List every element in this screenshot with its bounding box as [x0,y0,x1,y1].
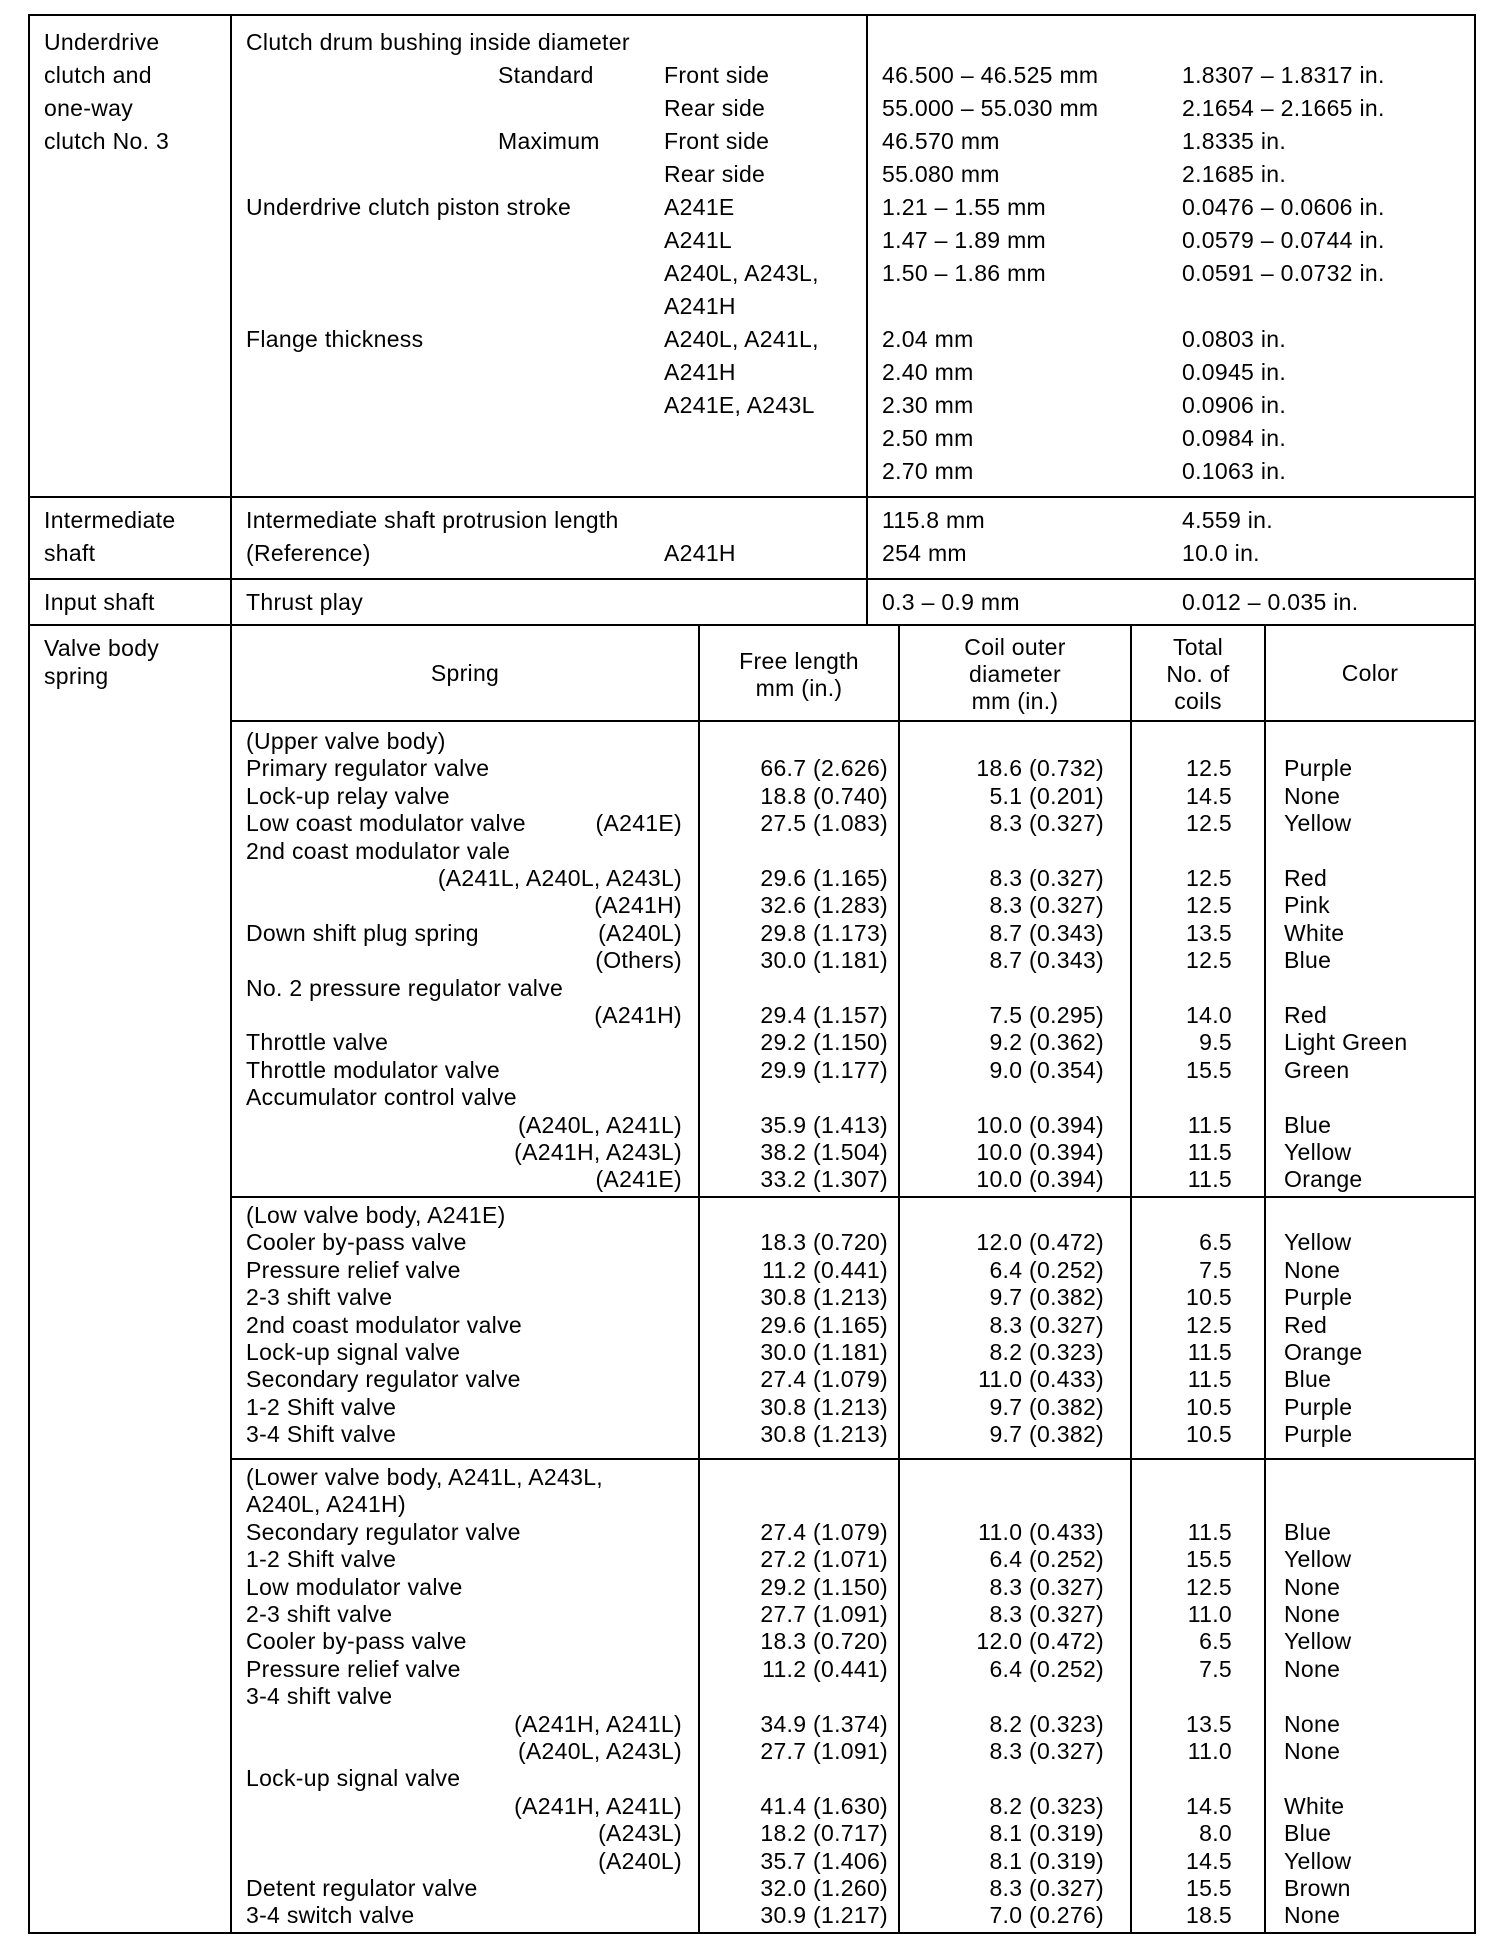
value-in: 0.0945 in. [1182,359,1287,385]
coil-diameter-value: 8.3 (0.327) [989,1875,1104,1901]
spring-name: 2nd coast modulator valve [246,1311,522,1338]
section-label: spring [44,663,109,689]
total-coils-value: 10.5 [1186,1284,1232,1311]
spring-color-value: Blue [1284,1518,1332,1545]
spring-color-value: Red [1284,1002,1328,1028]
value-in: 0.0906 in. [1182,392,1287,418]
coil-diameter-value: 6.4 (0.252) [989,1655,1104,1682]
coil-diameter-value: 8.2 (0.323) [989,1339,1104,1365]
rule-group2 [230,1458,1476,1460]
value-mm: 55.080 mm [882,161,1000,187]
flange-model: A241H [664,359,736,385]
coil-diameter-value: 6.4 (0.252) [989,1546,1104,1573]
value-in: 0.0803 in. [1182,326,1287,352]
spring-model: (A240L, A243L) [517,1738,682,1764]
value-mm: 2.50 mm [882,425,974,451]
spring-name: Pressure relief valve [246,1655,461,1682]
spring-color-value: Yellow [1284,1847,1352,1874]
spring-color-value: Orange [1284,1339,1363,1365]
coil-diameter-value: 9.7 (0.382) [989,1393,1104,1420]
total-coils-value: 11.5 [1187,1166,1232,1193]
free-length-value: 29.6 (1.165) [760,1311,888,1338]
thrust-play-label: Thrust play [246,589,364,615]
value-in: 2.1654 – 2.1665 in. [1182,95,1385,121]
value-in: 4.559 in. [1182,507,1273,533]
spring-name: 1-2 Shift valve [246,1393,397,1420]
spring-color-value: Blue [1284,1820,1332,1847]
spring-color-value: Yellow [1284,1229,1352,1256]
coil-diameter-value: 7.0 (0.276) [989,1902,1104,1929]
free-length-value: 30.0 (1.181) [760,947,888,974]
spring-color-value: None [1284,1573,1341,1600]
free-length-value: 30.0 (1.181) [760,1339,888,1365]
header-total: No. of [1166,661,1230,687]
coil-diameter-value: 8.3 (0.327) [989,865,1104,891]
spring-model: (A240L) [598,1847,682,1874]
spring-name: Detent regulator valve [246,1875,478,1901]
spring-color-value: Purple [1284,755,1353,782]
stroke-model: A241E [664,194,735,220]
spring-color-value: None [1284,782,1341,809]
free-length-value: 29.2 (1.150) [760,1029,888,1056]
spring-name: 2-3 shift valve [246,1284,393,1311]
value-mm: 1.50 – 1.86 mm [882,260,1047,286]
free-length-value: 27.4 (1.079) [760,1366,888,1393]
spring-name: 3-4 shift valve [246,1683,393,1710]
free-length-value: 29.4 (1.157) [760,1002,888,1028]
spring-color-value: Red [1284,865,1328,891]
coil-diameter-value: 9.2 (0.362) [989,1029,1104,1056]
spring-color-value: Brown [1284,1875,1351,1901]
coil-diameter-value: 10.0 (0.394) [976,1166,1104,1193]
free-length-value: 32.6 (1.283) [760,892,888,919]
free-length-value: 11.2 (0.441) [762,1256,888,1283]
value-in: 0.0984 in. [1182,425,1287,451]
header-spring: Spring [430,660,500,686]
protrusion-label: Intermediate shaft protrusion length [246,507,619,533]
header-total: coils [1174,688,1222,714]
total-coils-value: 11.5 [1187,1139,1232,1165]
free-length-value: 66.7 (2.626) [760,755,888,782]
spring-color-value: White [1284,919,1345,946]
value-mm: 115.8 mm [882,507,985,533]
value-in: 0.0579 – 0.0744 in. [1182,227,1385,253]
flange-model: A240L, A241L, [664,326,819,352]
spring-color-value: None [1284,1902,1341,1929]
spring-color-value: Yellow [1284,810,1352,837]
coil-diameter-value: 18.6 (0.732) [976,755,1104,782]
total-coils-value: 12.5 [1186,1573,1232,1600]
coil-diameter-value: 8.3 (0.327) [989,1601,1104,1627]
value-in: 0.0476 – 0.0606 in. [1182,194,1385,220]
spring-name: No. 2 pressure regulator valve [246,974,564,1001]
rule-col-values [866,14,868,626]
spring-name: 1-2 Shift valve [246,1546,397,1573]
total-coils-value: 13.5 [1186,919,1232,946]
spring-color-value: None [1284,1738,1341,1764]
spring-name: Cooler by-pass valve [246,1229,467,1256]
free-length-value: 29.9 (1.177) [760,1056,888,1083]
front-side-label: Front side [664,62,770,88]
rule-top [28,14,1476,16]
spring-model: (A240L) [598,919,682,946]
spring-name: Throttle valve [246,1029,389,1056]
free-length-value: 35.7 (1.406) [760,1847,888,1874]
spring-name: Lock-up signal valve [246,1765,461,1792]
stroke-model: A241H [664,293,736,319]
value-mm: 2.70 mm [882,458,974,484]
standard-label: Standard [498,62,594,88]
spring-model: (A241H, A241L) [514,1710,682,1737]
spring-color-value: Orange [1284,1166,1363,1193]
free-length-value: 30.9 (1.217) [760,1902,888,1929]
spring-name: Low coast modulator valve [246,810,526,837]
coil-diameter-value: 8.3 (0.327) [989,1738,1104,1764]
spring-model: (A240L, A241L) [517,1111,682,1138]
spring-name: Lock-up relay valve [246,782,450,809]
rule-right [1474,14,1476,1934]
coil-diameter-value: 10.0 (0.394) [976,1111,1104,1138]
header-free-length: Free length [739,648,859,674]
coil-diameter-value: 8.2 (0.323) [989,1792,1104,1819]
total-coils-value: 14.5 [1186,1847,1232,1874]
total-coils-value: 14.0 [1186,1002,1232,1028]
total-coils-value: 7.5 [1199,1256,1232,1283]
spring-color-value: Pink [1284,892,1330,919]
coil-diameter-value: 9.7 (0.382) [989,1284,1104,1311]
header-total: Total [1172,634,1224,660]
free-length-value: 27.4 (1.079) [760,1518,888,1545]
rule-after-intermediate [28,578,1476,580]
free-length-value: 41.4 (1.630) [760,1792,888,1819]
total-coils-value: 12.5 [1186,892,1232,919]
total-coils-value: 11.5 [1187,1518,1232,1545]
total-coils-value: 15.5 [1186,1546,1232,1573]
spring-color-value: None [1284,1655,1341,1682]
value-mm: 1.21 – 1.55 mm [882,194,1047,220]
free-length-value: 18.3 (0.720) [760,1229,888,1256]
value-mm: 46.500 – 46.525 mm [882,62,1099,88]
value-in: 10.0 in. [1182,540,1260,566]
coil-diameter-value: 8.3 (0.327) [989,1311,1104,1338]
free-length-value: 30.8 (1.213) [760,1421,888,1448]
coil-diameter-value: 8.3 (0.327) [989,810,1104,837]
total-coils-value: 11.5 [1187,1366,1232,1393]
free-length-value: 38.2 (1.504) [760,1139,888,1165]
section-label: Intermediate [44,507,176,533]
spring-model: (A241L, A240L, A243L) [437,865,682,891]
spring-name: Accumulator control valve [246,1084,517,1111]
spring-color-value: None [1284,1256,1341,1283]
spring-name: Secondary regulator valve [246,1366,521,1393]
coil-diameter-value: 7.5 (0.295) [989,1002,1104,1028]
spring-name: Cooler by-pass valve [246,1628,467,1655]
rear-side-label: Rear side [664,95,766,121]
spring-name: (Upper valve body) [246,728,446,754]
value-mm: 2.04 mm [882,326,974,352]
spring-name: Pressure relief valve [246,1256,461,1283]
header-color: Color [1341,660,1399,686]
free-length-value: 35.9 (1.413) [760,1111,888,1138]
spring-name: A240L, A241H) [246,1491,406,1518]
free-length-value: 27.7 (1.091) [760,1738,888,1764]
total-coils-value: 10.5 [1186,1421,1232,1448]
free-length-value: 34.9 (1.374) [760,1710,888,1737]
rule-bottom [28,1932,1476,1934]
rule-col-color [1264,624,1266,1934]
coil-diameter-value: 11.0 (0.433) [978,1518,1104,1545]
rule-after-underdrive [28,496,1476,498]
spring-color-value: Light Green [1284,1029,1408,1056]
value-in: 0.1063 in. [1182,458,1287,484]
spring-color-value: White [1284,1792,1345,1819]
total-coils-value: 8.0 [1199,1820,1232,1847]
total-coils-value: 18.5 [1186,1902,1232,1929]
spring-color-value: Blue [1284,1366,1332,1393]
spring-model: (A243L) [598,1820,682,1847]
flange-label: Flange thickness [246,326,424,352]
coil-diameter-value: 8.3 (0.327) [989,892,1104,919]
free-length-value: 18.3 (0.720) [760,1628,888,1655]
coil-diameter-value: 12.0 (0.472) [976,1628,1104,1655]
header-coil-unit: mm (in.) [971,688,1059,714]
flange-model: A241E, A243L [664,392,815,418]
section-label: Underdrive [44,29,160,55]
spring-name: (Low valve body, A241E) [246,1202,506,1228]
spring-model: (A241H) [594,1002,682,1028]
spring-model: (Others) [595,947,682,974]
coil-diameter-value: 8.2 (0.323) [989,1710,1104,1737]
spring-name: Down shift plug spring [246,919,479,946]
value-mm: 0.3 – 0.9 mm [882,589,1020,615]
spring-name: 3-4 Shift valve [246,1421,397,1448]
rear-side-label: Rear side [664,161,766,187]
free-length-value: 30.8 (1.213) [760,1284,888,1311]
total-coils-value: 15.5 [1186,1056,1232,1083]
spring-color-value: Yellow [1284,1139,1352,1165]
header-free-length-unit: mm (in.) [755,675,843,701]
spring-model: (A241H, A241L) [514,1792,682,1819]
rule-left [28,14,30,1934]
reference-label: (Reference) [246,540,371,566]
spring-name: (Lower valve body, A241L, A243L, [246,1464,603,1490]
free-length-value: 29.8 (1.173) [760,919,888,946]
coil-diameter-value: 8.7 (0.343) [989,947,1104,974]
total-coils-value: 9.5 [1199,1029,1232,1056]
rule-spring-header [230,720,1476,722]
spring-model: (A241E) [595,810,682,837]
spring-color-value: Purple [1284,1284,1353,1311]
coil-diameter-value: 5.1 (0.201) [989,782,1104,809]
total-coils-value: 11.5 [1187,1339,1232,1365]
value-in: 1.8335 in. [1182,128,1287,154]
spring-model: (A241E) [595,1166,682,1193]
value-mm: 2.30 mm [882,392,974,418]
spring-model: (A241H, A243L) [514,1139,682,1165]
free-length-value: 27.7 (1.091) [760,1601,888,1627]
spring-color-value: None [1284,1710,1341,1737]
total-coils-value: 14.5 [1186,1792,1232,1819]
free-length-value: 29.6 (1.165) [760,865,888,891]
value-in: 0.0591 – 0.0732 in. [1182,260,1385,286]
spring-color-value: Purple [1284,1393,1353,1420]
total-coils-value: 10.5 [1186,1393,1232,1420]
stroke-label: Underdrive clutch piston stroke [246,194,572,220]
rule-group1 [230,1196,1476,1198]
section-label: Input shaft [44,589,155,615]
total-coils-value: 12.5 [1186,755,1232,782]
free-length-value: 27.2 (1.071) [760,1546,888,1573]
free-length-value: 18.2 (0.717) [760,1820,888,1847]
value-in: 2.1685 in. [1182,161,1287,187]
total-coils-value: 12.5 [1186,865,1232,891]
free-length-value: 11.2 (0.441) [762,1655,888,1682]
coil-diameter-value: 9.0 (0.354) [989,1056,1104,1083]
section-label: clutch and [44,62,152,88]
total-coils-value: 14.5 [1186,782,1232,809]
section-label: clutch No. 3 [44,128,170,154]
free-length-value: 32.0 (1.260) [760,1875,888,1901]
coil-diameter-value: 8.1 (0.319) [989,1847,1104,1874]
spring-name: Throttle modulator valve [246,1056,500,1083]
total-coils-value: 11.0 [1187,1601,1232,1627]
total-coils-value: 12.5 [1186,810,1232,837]
coil-diameter-value: 8.7 (0.343) [989,919,1104,946]
spring-color-value: Green [1284,1056,1350,1083]
spring-color-value: None [1284,1601,1341,1627]
coil-diameter-value: 11.0 (0.433) [978,1366,1104,1393]
bushing-title: Clutch drum bushing inside diameter [246,29,630,55]
coil-diameter-value: 10.0 (0.394) [976,1139,1104,1165]
total-coils-value: 13.5 [1186,1710,1232,1737]
total-coils-value: 12.5 [1186,947,1232,974]
spring-color-value: Yellow [1284,1628,1352,1655]
free-length-value: 27.5 (1.083) [760,810,888,837]
section-label: one-way [44,95,134,121]
spring-color-value: Red [1284,1311,1328,1338]
front-side-label: Front side [664,128,770,154]
total-coils-value: 11.5 [1187,1111,1232,1138]
spring-name: Secondary regulator valve [246,1518,521,1545]
value-mm: 254 mm [882,540,967,566]
spring-color-value: Yellow [1284,1546,1352,1573]
section-label: shaft [44,540,96,566]
header-coil: diameter [969,661,1061,687]
coil-diameter-value: 9.7 (0.382) [989,1421,1104,1448]
spring-name: Low modulator valve [246,1573,463,1600]
free-length-value: 30.8 (1.213) [760,1393,888,1420]
free-length-value: 29.2 (1.150) [760,1573,888,1600]
rule-after-input [28,624,1476,626]
coil-diameter-value: 8.1 (0.319) [989,1820,1104,1847]
value-in: 1.8307 – 1.8317 in. [1182,62,1385,88]
spring-name: Primary regulator valve [246,755,490,782]
coil-diameter-value: 8.3 (0.327) [989,1573,1104,1600]
spring-model: (A241H) [594,892,682,919]
model-label: A241H [664,540,736,566]
section-label: Valve body [44,635,160,661]
rule-col-section [230,14,232,1934]
coil-diameter-value: 12.0 (0.472) [976,1229,1104,1256]
total-coils-value: 12.5 [1186,1311,1232,1338]
value-in: 0.012 – 0.035 in. [1182,589,1359,615]
maximum-label: Maximum [498,128,600,154]
stroke-model: A241L [664,227,733,253]
value-mm: 1.47 – 1.89 mm [882,227,1047,253]
total-coils-value: 15.5 [1186,1875,1232,1901]
header-coil: Coil outer [964,634,1066,660]
value-mm: 55.000 – 55.030 mm [882,95,1099,121]
free-length-value: 33.2 (1.307) [760,1166,888,1193]
spring-name: 2nd coast modulator vale [246,837,511,864]
total-coils-value: 11.0 [1187,1738,1232,1764]
spring-color-value: Blue [1284,947,1332,974]
total-coils-value: 6.5 [1199,1628,1232,1655]
stroke-model: A240L, A243L, [664,260,819,286]
coil-diameter-value: 6.4 (0.252) [989,1256,1104,1283]
free-length-value: 18.8 (0.740) [760,782,888,809]
total-coils-value: 6.5 [1199,1229,1232,1256]
spring-name: Lock-up signal valve [246,1339,461,1365]
value-mm: 46.570 mm [882,128,1000,154]
total-coils-value: 7.5 [1199,1655,1232,1682]
spring-color-value: Blue [1284,1111,1332,1138]
value-mm: 2.40 mm [882,359,974,385]
spring-name: 2-3 shift valve [246,1601,393,1627]
spring-color-value: Purple [1284,1421,1353,1448]
spring-name: 3-4 switch valve [246,1902,415,1929]
